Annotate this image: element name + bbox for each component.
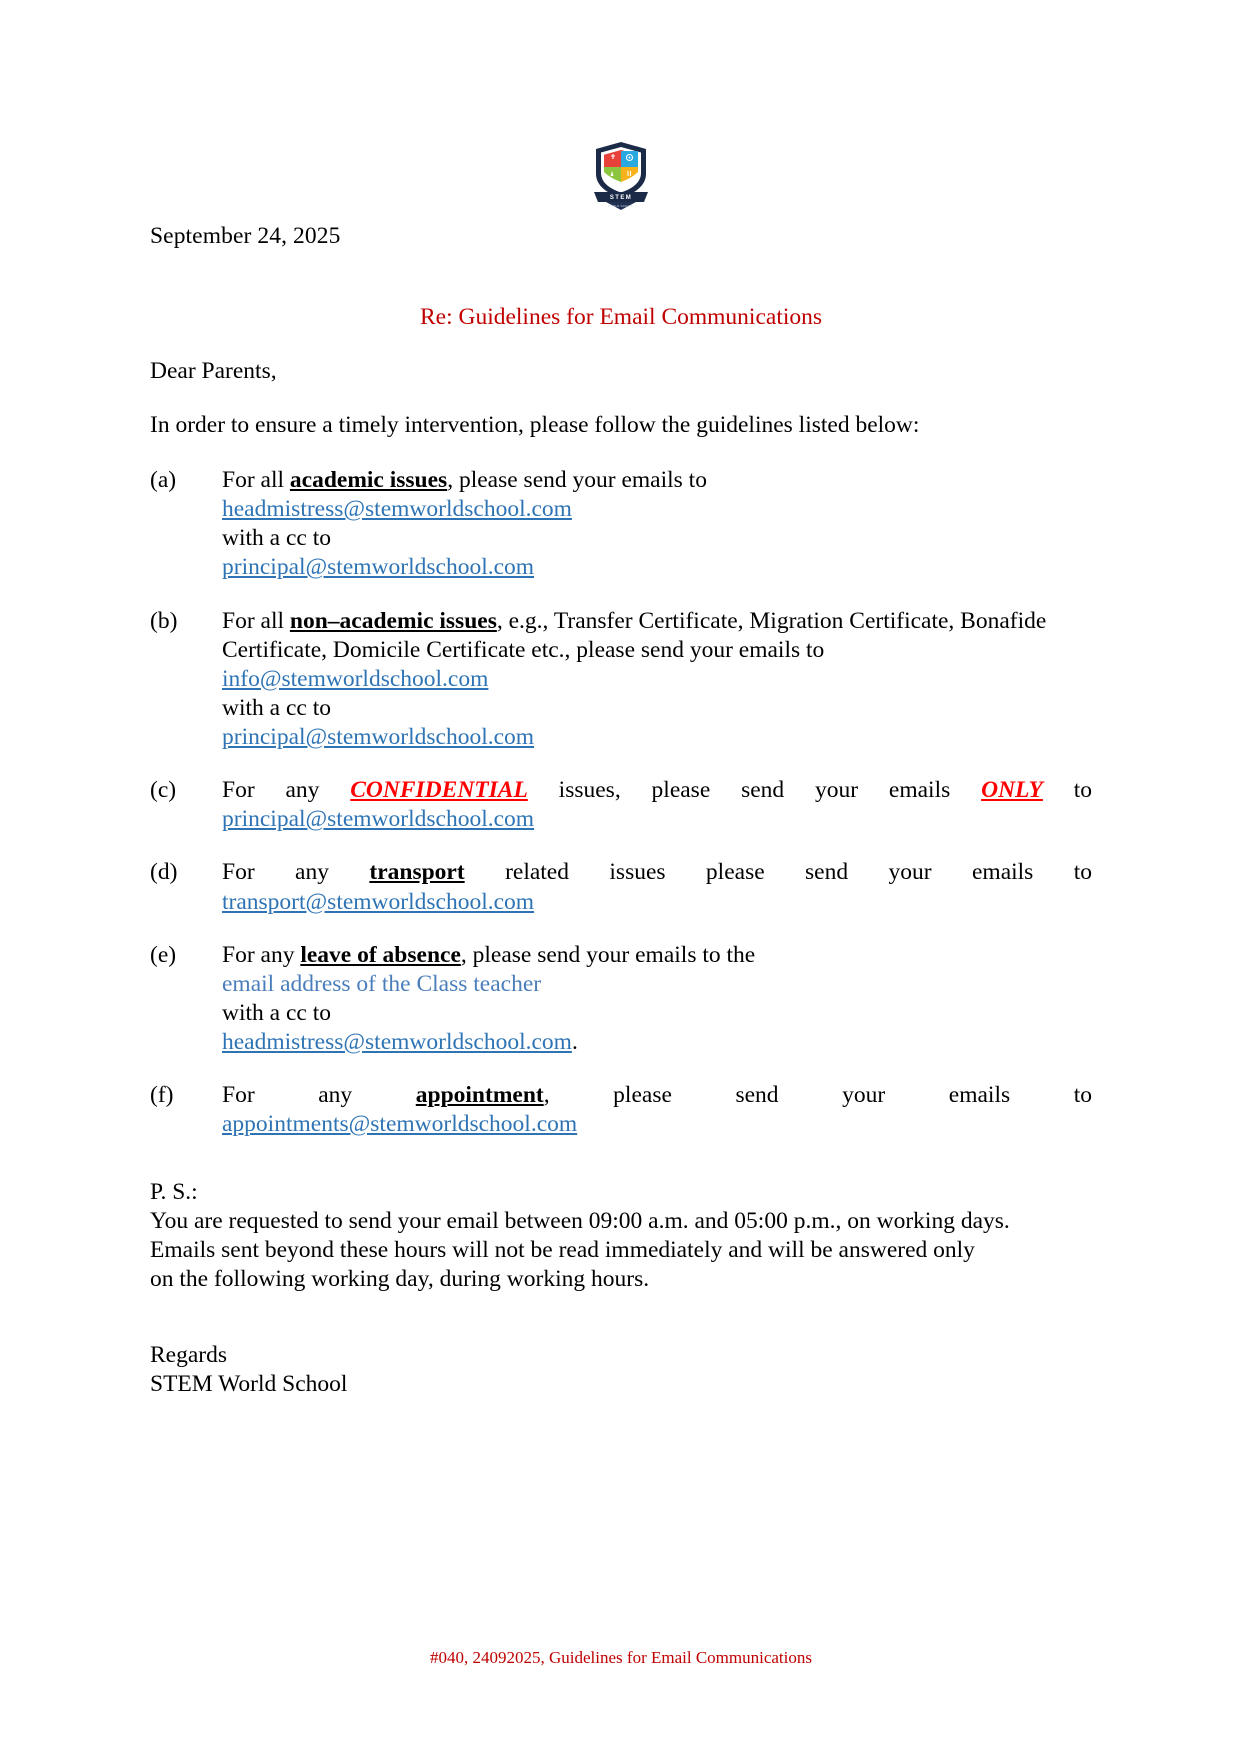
emphasis-term: appointment [415, 1082, 544, 1109]
guideline-line [222, 665, 1092, 694]
guideline-line [222, 776, 1092, 805]
salutation: Dear Parents, [150, 358, 277, 384]
school-logo-container [150, 140, 1092, 217]
page-footer: #040, 24092025, Guidelines for Email Communications [430, 1648, 812, 1667]
text-run: , please send your emails to [543, 1082, 1092, 1109]
guideline-item-body [222, 607, 1092, 753]
guideline-item-body [222, 466, 1092, 583]
email-link[interactable]: principal@stemworldschool.com [222, 806, 535, 833]
letter-subject: Re: Guidelines for Email Communications [419, 304, 823, 330]
email-link[interactable]: info@stemworldschool.com [222, 665, 489, 692]
guidelines-list [150, 466, 1092, 1163]
guideline-item-marker: (b) [150, 607, 178, 634]
guideline-item [150, 776, 1092, 834]
guideline-line [222, 524, 1092, 553]
guideline-item-body [222, 858, 1092, 916]
email-link[interactable]: headmistress@stemworldschool.com [222, 496, 572, 523]
email-link[interactable]: headmistress@stemworldschool.com [222, 1029, 572, 1055]
text-run: For any [222, 859, 370, 886]
emphasis-term: leave of absence [300, 941, 461, 968]
text-run: , e.g., Transfer Certificate, Migration Certificate, Bonafide Certificate, Domicile Certificate etc., please send your emails to [222, 607, 1047, 663]
postscript-line: on the following working day, during working hours. [150, 1266, 650, 1293]
guideline-line [222, 495, 1092, 524]
text-run: , please send your emails to the [460, 941, 756, 968]
text-run: , please send your emails to [447, 467, 707, 493]
text-run: For any [222, 1082, 416, 1109]
postscript-line: You are requested to send your email between 09:00 a.m. and 05:00 p.m., on working days. [150, 1208, 1010, 1235]
closing-regards: Regards [150, 1342, 228, 1368]
text-run: For all [222, 607, 290, 634]
emphasis-term-red: ONLY [981, 777, 1043, 804]
guideline-item-marker: (e) [150, 941, 177, 968]
letter-date: September 24, 2025 [150, 223, 341, 249]
class-teacher-email-placeholder[interactable]: email address of the Class teacher [222, 970, 542, 997]
emphasis-term: non–academic issues [289, 607, 497, 634]
email-link[interactable]: appointments@stemworldschool.com [222, 1111, 578, 1138]
text-run: . [571, 1029, 578, 1055]
email-link[interactable]: transport@stemworldschool.com [222, 888, 535, 915]
text-run: issues, please send your emails [527, 777, 982, 804]
guideline-line [222, 1110, 1092, 1139]
text-run: For all [222, 467, 290, 493]
postscript-line: Emails sent beyond these hours will not be read immediately and will be answered only [150, 1237, 975, 1264]
svg-text:STEM: STEM [609, 195, 633, 201]
guideline-line [222, 970, 1092, 999]
guideline-line [222, 694, 1092, 723]
text-run: related issues please send your emails to [464, 859, 1093, 886]
guideline-line [222, 723, 1092, 752]
guideline-item [150, 858, 1092, 916]
text-run: with a cc to [222, 694, 331, 721]
guideline-item-marker: (f) [150, 1082, 174, 1109]
guideline-line [222, 858, 1092, 887]
guideline-line [222, 1081, 1092, 1110]
school-shield-logo-icon [592, 140, 650, 212]
guideline-item [150, 941, 1092, 1058]
guideline-item [150, 607, 1092, 753]
svg-text:WORLD SCHOOL: WORLD SCHOOL [607, 204, 635, 208]
text-run: with a cc to [222, 999, 331, 1026]
emphasis-term-red: CONFIDENTIAL [350, 777, 528, 804]
postscript-label: P. S.: [150, 1179, 198, 1205]
guideline-line [222, 941, 1092, 970]
guideline-item-marker: (c) [150, 777, 177, 804]
emphasis-term: academic issues [289, 467, 448, 493]
emphasis-term: transport [369, 859, 465, 886]
email-link[interactable]: principal@stemworldschool.com [222, 724, 535, 750]
guideline-line [222, 607, 1092, 665]
text-run: For any [222, 777, 351, 804]
guideline-line [222, 888, 1092, 917]
guideline-item-marker: (a) [150, 467, 177, 493]
guideline-line [222, 1028, 1092, 1057]
text-run: For any [222, 941, 301, 968]
guideline-line [222, 805, 1092, 834]
intro-paragraph: In order to ensure a timely intervention, please follow the guidelines listed below: [150, 412, 920, 438]
guideline-item [150, 1081, 1092, 1139]
guideline-line [222, 466, 1092, 495]
guideline-line [222, 553, 1092, 582]
closing-block [150, 1341, 347, 1399]
guideline-line [222, 999, 1092, 1028]
postscript-block [150, 1178, 1092, 1295]
text-run: with a cc to [222, 525, 331, 552]
guideline-item [150, 466, 1092, 583]
guideline-item-body [222, 941, 1092, 1058]
email-link[interactable]: principal@stemworldschool.com [222, 554, 535, 581]
guideline-item-marker: (d) [150, 859, 178, 886]
text-run: to [1042, 777, 1093, 804]
closing-signature: STEM World School [150, 1371, 348, 1398]
guideline-item-body [222, 776, 1092, 834]
guideline-item-body [222, 1081, 1092, 1139]
